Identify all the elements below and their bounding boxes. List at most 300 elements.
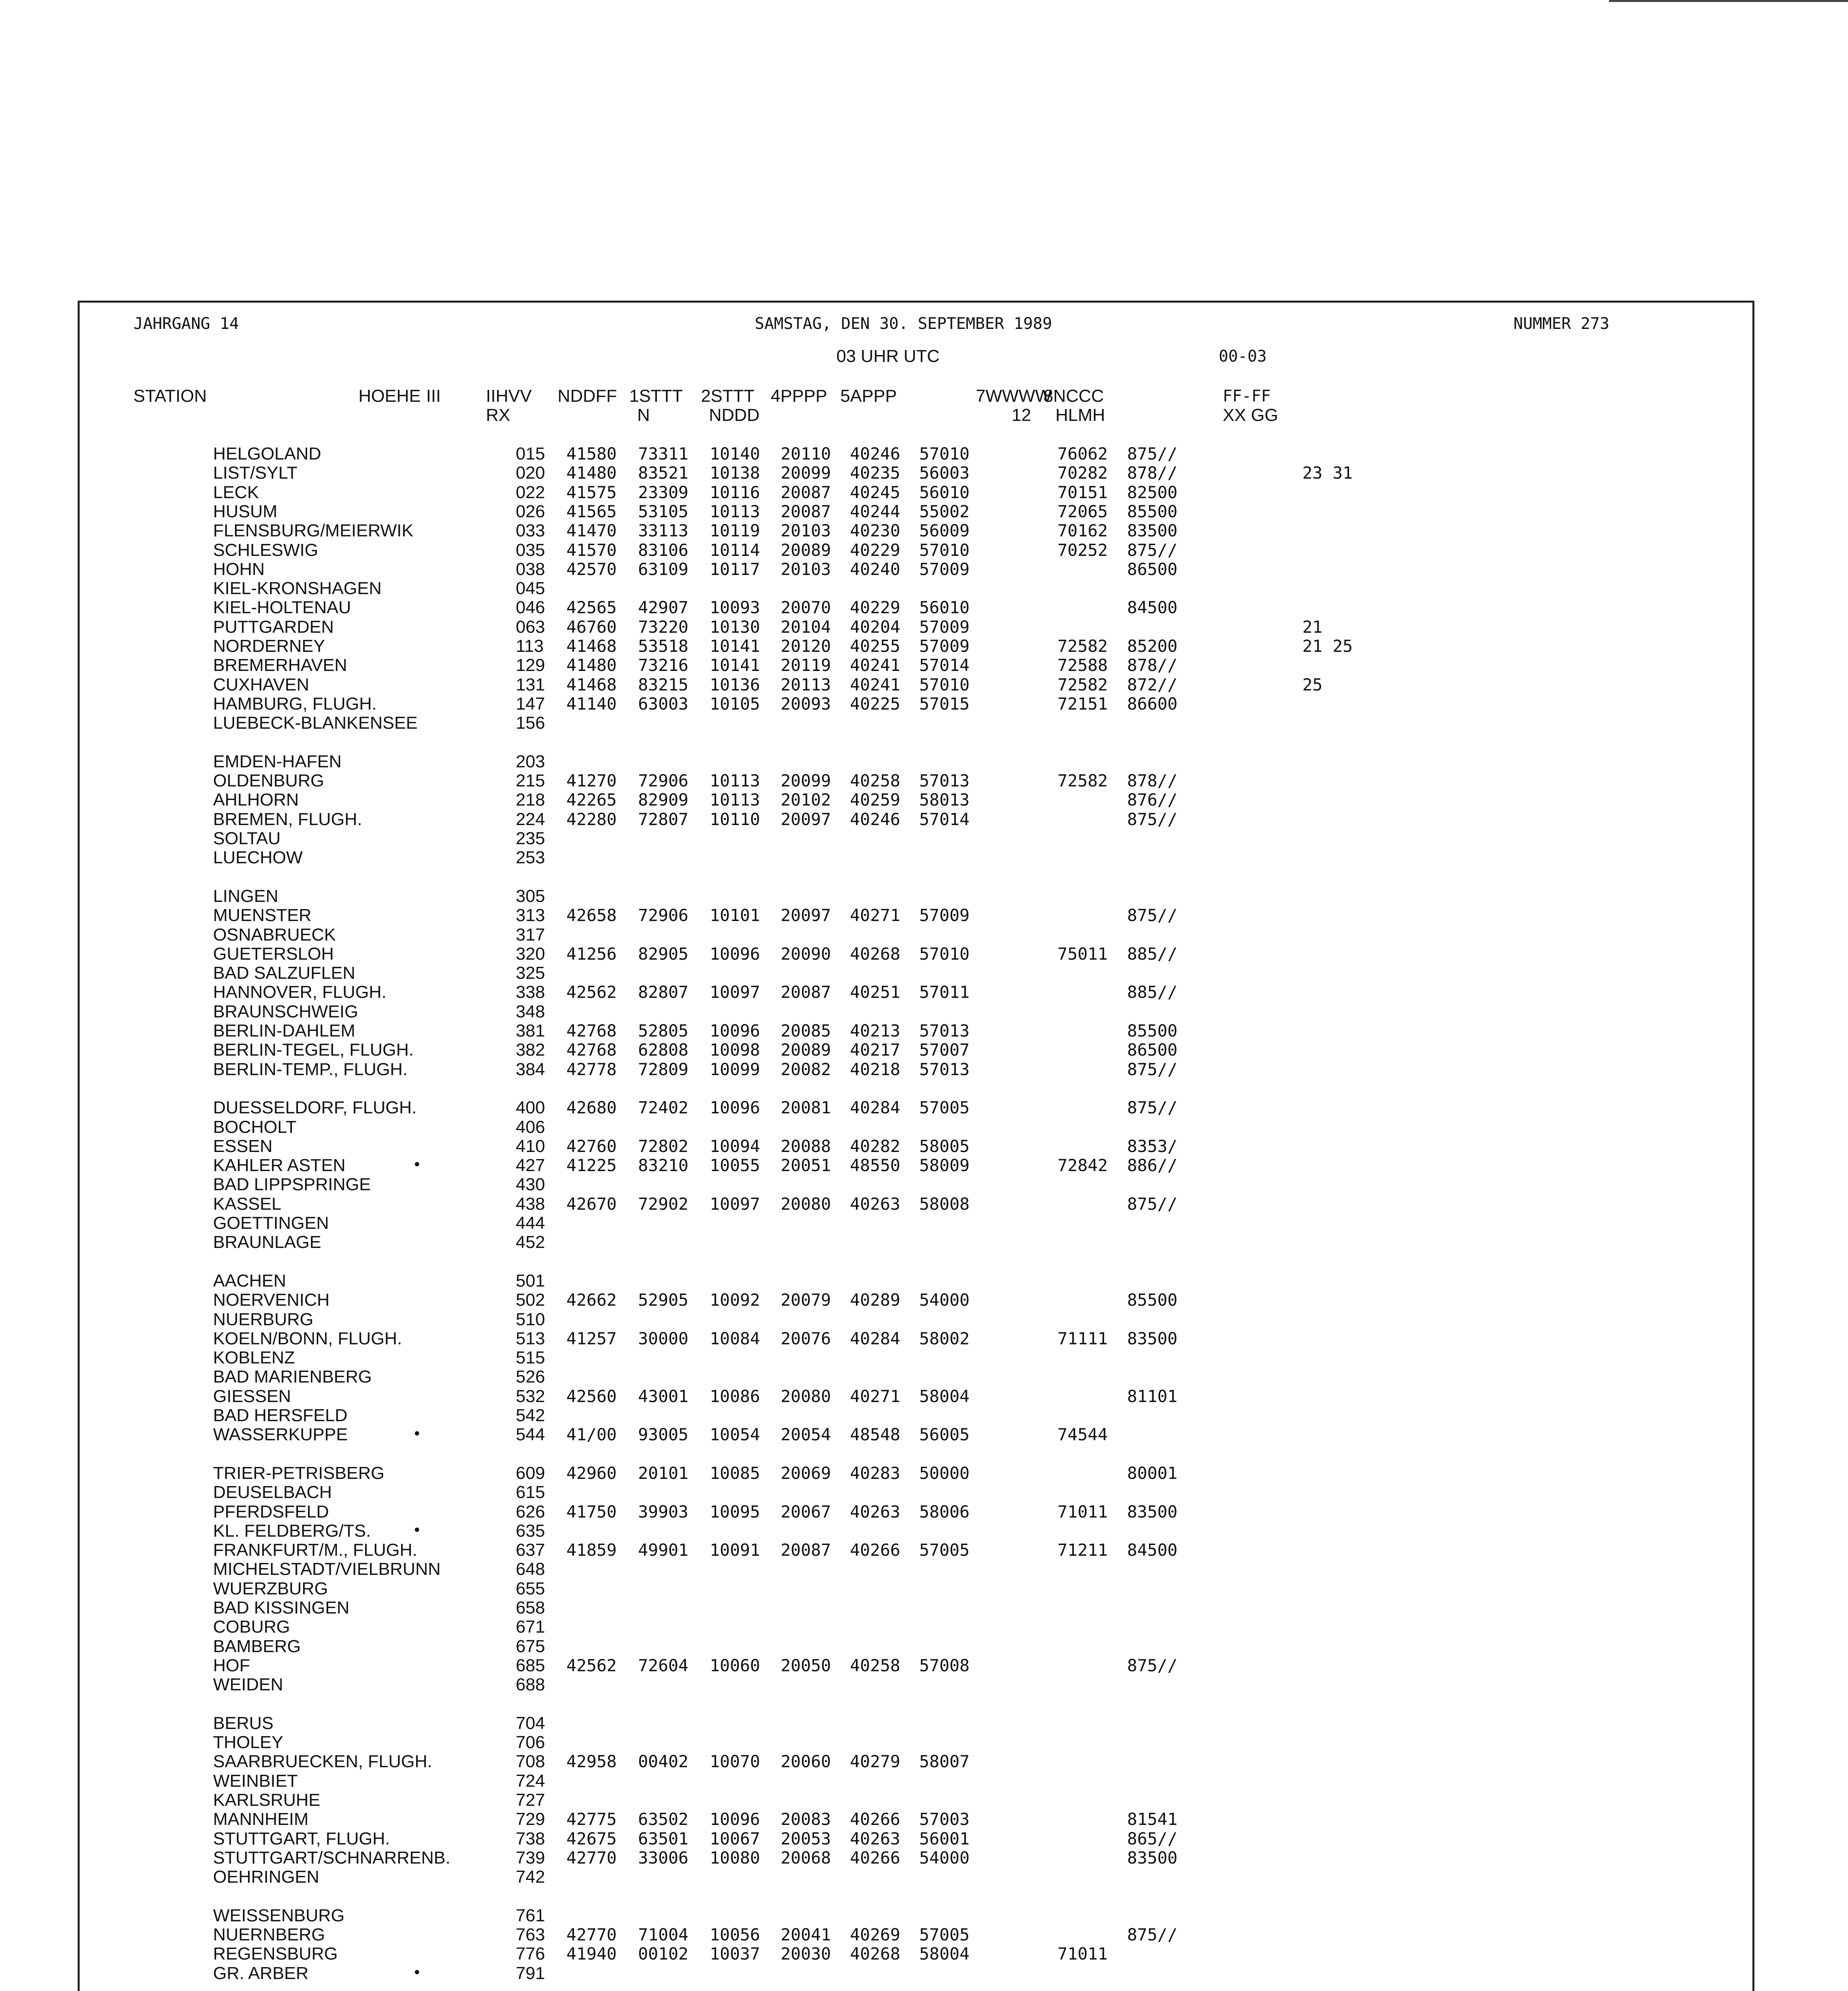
obs-value: 72809	[638, 1059, 689, 1079]
obs-value: 49901	[638, 1540, 689, 1560]
obs-value: 10093	[710, 598, 760, 618]
obs-value: 63502	[638, 1809, 689, 1829]
obs-value: 10141	[710, 636, 760, 656]
station-id: 708	[516, 1752, 545, 1772]
obs-value: 42565	[566, 598, 617, 618]
obs-value: 46760	[566, 617, 617, 637]
obs-value: 20087	[781, 501, 831, 521]
station-id: 129	[516, 655, 545, 675]
obs-value: 57005	[919, 1540, 970, 1560]
obs-value: 54000	[919, 1290, 970, 1310]
station-id: 526	[516, 1367, 545, 1387]
obs-value: 40258	[850, 771, 901, 791]
station-id: 438	[516, 1194, 545, 1214]
obs-value: 57013	[919, 1059, 970, 1079]
obs-value: 63109	[638, 559, 689, 579]
obs-value: 57007	[919, 1040, 970, 1060]
station-name: KAHLER ASTEN	[213, 1156, 346, 1175]
station-name: HELGOLAND	[213, 444, 321, 464]
station-id: 724	[516, 1771, 545, 1791]
obs-value: 40241	[850, 675, 901, 694]
obs-value: 42770	[566, 1925, 617, 1945]
obs-value: 82500	[1127, 482, 1178, 502]
station-name: BREMEN, FLUGH.	[213, 809, 362, 829]
obs-value: 10113	[710, 771, 760, 791]
obs-value: 80001	[1127, 1463, 1178, 1483]
obs-value: 41480	[566, 463, 617, 483]
obs-value: 82905	[638, 944, 689, 964]
obs-value: 20082	[781, 1059, 831, 1079]
obs-value: 40240	[850, 559, 901, 579]
station-id: 317	[516, 925, 545, 945]
station-name: DUESSELDORF, FLUGH.	[213, 1098, 417, 1118]
station-id: 510	[516, 1309, 545, 1329]
station-id: 022	[516, 482, 545, 502]
station-id: 046	[516, 598, 545, 618]
station-id: 026	[516, 501, 545, 521]
obs-value: 71011	[1057, 1944, 1108, 1964]
obs-value: 40284	[850, 1098, 901, 1118]
station-name: BAD KISSINGEN	[213, 1598, 350, 1617]
obs-value: 41/00	[566, 1425, 617, 1445]
obs-value: 75011	[1057, 944, 1108, 964]
station-id: 685	[516, 1655, 545, 1675]
col-8nccc: 8NCCC	[1043, 386, 1104, 406]
obs-value: 10097	[710, 1194, 760, 1214]
station-name: NUERNBERG	[213, 1925, 325, 1945]
obs-value: 875//	[1127, 1059, 1178, 1079]
obs-value: 85200	[1127, 636, 1178, 656]
station-id: 609	[516, 1463, 545, 1483]
station-id: 637	[516, 1540, 545, 1560]
obs-value: 42570	[566, 559, 617, 579]
obs-value: 76062	[1057, 444, 1108, 464]
obs-value: 20088	[781, 1136, 831, 1156]
obs-value: 30000	[638, 1328, 689, 1348]
obs-value: 20097	[781, 809, 831, 829]
obs-value: 83500	[1127, 1328, 1178, 1348]
station-name: CUXHAVEN	[213, 675, 309, 694]
obs-value: 20120	[781, 636, 831, 656]
obs-value: 73216	[638, 655, 689, 675]
station-name: MANNHEIM	[213, 1809, 309, 1829]
obs-value: 58006	[919, 1502, 970, 1522]
station-id: 626	[516, 1502, 545, 1522]
station-id: 215	[516, 771, 545, 791]
station-name: KOBLENZ	[213, 1348, 295, 1368]
station-name: LUEBECK-BLANKENSEE	[213, 713, 418, 733]
station-name: TRIER-PETRISBERG	[213, 1463, 385, 1483]
obs-value: 40263	[850, 1829, 901, 1848]
obs-value: 73311	[638, 444, 689, 464]
station-name: MICHELSTADT/VIELBRUNN	[213, 1559, 441, 1579]
obs-value: 41140	[566, 694, 617, 714]
obs-value: 72582	[1057, 636, 1108, 656]
station-name: SCHLESWIG	[213, 540, 319, 560]
station-id: 325	[516, 963, 545, 983]
obs-value: 42960	[566, 1463, 617, 1483]
obs-value: 20101	[638, 1463, 689, 1483]
obs-value: 72842	[1057, 1156, 1108, 1175]
obs-value: 20090	[781, 944, 831, 964]
station-id: 658	[516, 1598, 545, 1617]
obs-value: 20079	[781, 1290, 831, 1310]
station-id: 224	[516, 809, 545, 829]
obs-value: 82909	[638, 790, 689, 810]
obs-value: 10114	[710, 540, 760, 560]
obs-value: 10085	[710, 1463, 760, 1483]
obs-value: 10140	[710, 444, 760, 464]
station-id: 655	[516, 1578, 545, 1598]
obs-value: 40266	[850, 1540, 901, 1560]
col-ihvv: IIHVV	[486, 386, 532, 406]
obs-value: 40204	[850, 617, 901, 637]
obs-value: 72906	[638, 906, 689, 925]
obs-value: 85500	[1127, 1021, 1178, 1040]
station-name: REGENSBURG	[213, 1944, 338, 1964]
obs-value: 40269	[850, 1925, 901, 1945]
obs-value: 72402	[638, 1098, 689, 1118]
obs-value: 00402	[638, 1752, 689, 1772]
obs-value: 43001	[638, 1386, 689, 1406]
station-name: AHLHORN	[213, 790, 299, 810]
station-name: OSNABRUECK	[213, 925, 336, 945]
obs-value: 40245	[850, 482, 901, 502]
station-id: 739	[516, 1848, 545, 1868]
obs-value: 53518	[638, 636, 689, 656]
obs-value: 10080	[710, 1848, 760, 1868]
station-id: 532	[516, 1386, 545, 1406]
obs-value: 20081	[781, 1098, 831, 1118]
station-name: HANNOVER, FLUGH.	[213, 982, 387, 1002]
obs-value: 58004	[919, 1944, 970, 1964]
station-id: 305	[516, 886, 545, 906]
obs-value: 57008	[919, 1655, 970, 1675]
station-id: 045	[516, 579, 545, 598]
obs-value: 20080	[781, 1386, 831, 1406]
station-name: LINGEN	[213, 886, 278, 906]
obs-value: 40268	[850, 944, 901, 964]
obs-value: 58009	[919, 1156, 970, 1175]
obs-value: 72582	[1057, 771, 1108, 791]
obs-value: 57010	[919, 675, 970, 694]
station-name: LUECHOW	[213, 848, 303, 868]
station-name: HOF	[213, 1655, 250, 1675]
station-id: 452	[516, 1232, 545, 1252]
col-ff: FF-FF	[1223, 387, 1271, 405]
obs-value: 86500	[1127, 559, 1178, 579]
obs-value: 40268	[850, 1944, 901, 1964]
obs-value: 20087	[781, 482, 831, 502]
obs-value: 20069	[781, 1463, 831, 1483]
station-id: 156	[516, 713, 545, 733]
obs-value: 25	[1302, 675, 1323, 694]
obs-value: 20104	[781, 617, 831, 637]
obs-value: 40235	[850, 463, 901, 483]
obs-value: 20030	[781, 1944, 831, 1964]
obs-value: 82807	[638, 982, 689, 1002]
station-id: 313	[516, 906, 545, 925]
obs-value: 63501	[638, 1829, 689, 1848]
obs-value: 20119	[781, 655, 831, 675]
obs-value: 57011	[919, 982, 970, 1002]
station-id: 253	[516, 848, 545, 868]
obs-value: 20097	[781, 906, 831, 925]
obs-value: 10055	[710, 1156, 760, 1175]
obs-value: 56001	[919, 1829, 970, 1848]
obs-value: 57009	[919, 906, 970, 925]
mountain-marker: •	[414, 1425, 420, 1443]
station-id: 615	[516, 1482, 545, 1502]
obs-value: 10101	[710, 906, 760, 925]
obs-value: 58007	[919, 1752, 970, 1772]
obs-value: 40263	[850, 1502, 901, 1522]
obs-value: 71111	[1057, 1328, 1108, 1348]
obs-value: 10119	[710, 521, 760, 541]
obs-value: 42670	[566, 1194, 617, 1214]
station-id: 742	[516, 1867, 545, 1887]
obs-value: 41859	[566, 1540, 617, 1560]
obs-value: 875//	[1127, 1098, 1178, 1118]
obs-value: 20083	[781, 1809, 831, 1829]
obs-value: 875//	[1127, 906, 1178, 925]
obs-value: 23 31	[1302, 463, 1353, 483]
obs-value: 10092	[710, 1290, 760, 1310]
mountain-marker: •	[414, 1963, 420, 1981]
station-id: 738	[516, 1829, 545, 1848]
station-name: KIEL-KRONSHAGEN	[213, 579, 382, 598]
obs-value: 872//	[1127, 675, 1178, 694]
station-id: 791	[516, 1963, 545, 1983]
station-id: 020	[516, 463, 545, 483]
col-iii: III	[426, 386, 441, 406]
obs-value: 41470	[566, 521, 617, 541]
obs-value: 83210	[638, 1156, 689, 1175]
obs-value: 42562	[566, 982, 617, 1002]
obs-value: 52805	[638, 1021, 689, 1040]
obs-value: 20070	[781, 598, 831, 618]
obs-value: 70151	[1057, 482, 1108, 502]
station-name: BERLIN-TEGEL, FLUGH.	[213, 1040, 414, 1060]
obs-value: 40271	[850, 1386, 901, 1406]
obs-value: 41256	[566, 944, 617, 964]
station-id: 501	[516, 1271, 545, 1291]
station-id: 113	[516, 636, 544, 656]
obs-value: 83521	[638, 463, 689, 483]
obs-value: 20068	[781, 1848, 831, 1868]
obs-value: 71011	[1057, 1502, 1108, 1522]
obs-value: 72902	[638, 1194, 689, 1214]
obs-value: 10084	[710, 1328, 760, 1348]
obs-value: 58008	[919, 1194, 970, 1214]
station-id: 218	[516, 790, 545, 810]
obs-value: 10096	[710, 1098, 760, 1118]
obs-value: 42770	[566, 1848, 617, 1868]
obs-value: 10095	[710, 1502, 760, 1522]
obs-value: 42560	[566, 1386, 617, 1406]
obs-value: 40246	[850, 809, 901, 829]
obs-value: 56010	[919, 482, 970, 502]
obs-value: 57009	[919, 617, 970, 637]
station-name: HOHN	[213, 559, 265, 579]
obs-value: 40225	[850, 694, 901, 714]
station-name: LECK	[213, 482, 259, 502]
obs-value: 875//	[1127, 1925, 1178, 1945]
obs-value: 41750	[566, 1502, 617, 1522]
obs-value: 83215	[638, 675, 689, 694]
obs-value: 56009	[919, 521, 970, 541]
obs-value: 57005	[919, 1098, 970, 1118]
obs-value: 41225	[566, 1156, 617, 1175]
obs-value: 48550	[850, 1156, 901, 1175]
obs-value: 10097	[710, 982, 760, 1002]
obs-value: 40258	[850, 1655, 901, 1675]
col-rx: RX	[486, 405, 511, 425]
obs-value: 40266	[850, 1848, 901, 1868]
station-id: 015	[516, 444, 545, 464]
obs-value: 72582	[1057, 675, 1108, 694]
obs-value: 40289	[850, 1290, 901, 1310]
station-id: 410	[516, 1136, 545, 1156]
station-id: 382	[516, 1040, 545, 1060]
period-label: 00-03	[1219, 347, 1267, 366]
obs-value: 40217	[850, 1040, 901, 1060]
obs-value: 10099	[710, 1059, 760, 1079]
obs-value: 52905	[638, 1290, 689, 1310]
col-nddff: NDDFF	[558, 386, 617, 406]
station-name: GUETERSLOH	[213, 944, 334, 964]
obs-value: 42662	[566, 1290, 617, 1310]
obs-value: 10091	[710, 1540, 760, 1560]
obs-value: 10141	[710, 655, 760, 675]
station-name: GIESSEN	[213, 1386, 291, 1406]
obs-value: 81541	[1127, 1809, 1178, 1829]
obs-value: 885//	[1127, 944, 1178, 964]
obs-value: 73220	[638, 617, 689, 637]
obs-value: 42562	[566, 1655, 617, 1675]
obs-value: 40279	[850, 1752, 901, 1772]
col-nddd: NDDD	[709, 405, 760, 425]
obs-value: 72807	[638, 809, 689, 829]
obs-value: 10130	[710, 617, 760, 637]
obs-value: 33006	[638, 1848, 689, 1868]
station-id: 038	[516, 559, 545, 579]
station-name: HAMBURG, FLUGH.	[213, 694, 377, 714]
obs-value: 00102	[638, 1944, 689, 1964]
obs-value: 10096	[710, 944, 760, 964]
obs-value: 39903	[638, 1502, 689, 1522]
col-hlmh: HLMH	[1055, 405, 1105, 425]
col-5appp: 5APPP	[840, 386, 897, 406]
obs-value: 40241	[850, 655, 901, 675]
station-name: PUTTGARDEN	[213, 617, 334, 637]
obs-value: 886//	[1127, 1156, 1178, 1175]
obs-value: 41257	[566, 1328, 617, 1348]
obs-value: 57015	[919, 694, 970, 714]
obs-value: 10060	[710, 1655, 760, 1675]
col-hoehe: HOEHE	[358, 386, 421, 406]
col-4pppp: 4PPPP	[771, 386, 827, 406]
obs-value: 42778	[566, 1059, 617, 1079]
obs-value: 57009	[919, 559, 970, 579]
station-id: 338	[516, 982, 545, 1002]
station-id: 706	[516, 1733, 545, 1752]
station-name: BAD MARIENBERG	[213, 1367, 372, 1387]
obs-value: 41270	[566, 771, 617, 791]
obs-value: 10110	[710, 809, 760, 829]
obs-value: 10136	[710, 675, 760, 694]
obs-value: 57010	[919, 444, 970, 464]
obs-value: 10067	[710, 1829, 760, 1848]
station-name: BAD SALZUFLEN	[213, 963, 355, 983]
station-name: BAD LIPPSPRINGE	[213, 1175, 371, 1195]
obs-value: 40230	[850, 521, 901, 541]
station-name: WEINBIET	[213, 1771, 298, 1791]
obs-value: 20051	[781, 1156, 831, 1175]
station-id: 063	[516, 617, 545, 637]
obs-value: 58013	[919, 790, 970, 810]
obs-value: 42280	[566, 809, 617, 829]
station-name: AACHEN	[213, 1271, 286, 1291]
station-name: STUTTGART, FLUGH.	[213, 1829, 390, 1848]
station-id: 235	[516, 829, 545, 848]
obs-value: 42658	[566, 906, 617, 925]
obs-value: 62808	[638, 1040, 689, 1060]
obs-value: 40255	[850, 636, 901, 656]
station-name: KASSEL	[213, 1194, 282, 1214]
obs-value: 63003	[638, 694, 689, 714]
obs-value: 20103	[781, 521, 831, 541]
obs-value: 83500	[1127, 1848, 1178, 1868]
obs-value: 40213	[850, 1021, 901, 1040]
obs-value: 56010	[919, 598, 970, 618]
station-id: 131	[516, 675, 545, 694]
station-name: THOLEY	[213, 1733, 284, 1752]
col-xxgg: XX GG	[1223, 405, 1278, 425]
volume-label: JAHRGANG 14	[133, 315, 239, 333]
station-id: 348	[516, 1001, 545, 1021]
col-2sttt: 2STTT	[701, 386, 755, 406]
obs-value: 86600	[1127, 694, 1178, 714]
obs-value: 20054	[781, 1425, 831, 1445]
obs-value: 58004	[919, 1386, 970, 1406]
obs-value: 10094	[710, 1136, 760, 1156]
obs-value: 74544	[1057, 1425, 1108, 1445]
station-id: 427	[516, 1156, 545, 1175]
obs-value: 40284	[850, 1328, 901, 1348]
obs-value: 20093	[781, 694, 831, 714]
station-name: WEIDEN	[213, 1675, 283, 1695]
station-id: 203	[516, 751, 545, 771]
station-name: SAARBRUECKEN, FLUGH.	[213, 1752, 433, 1772]
time-label: 03 UHR UTC	[836, 346, 940, 366]
col-1sttt: 1STTT	[629, 386, 683, 406]
station-id: 761	[516, 1905, 545, 1925]
obs-value: 55002	[919, 501, 970, 521]
obs-value: 10138	[710, 463, 760, 483]
obs-value: 41468	[566, 636, 617, 656]
station-name: OEHRINGEN	[213, 1867, 319, 1887]
station-id: 035	[516, 540, 545, 560]
obs-value: 42907	[638, 598, 689, 618]
station-name: EMDEN-HAFEN	[213, 751, 342, 771]
obs-value: 10116	[710, 482, 760, 502]
obs-value: 42265	[566, 790, 617, 810]
obs-value: 83500	[1127, 1502, 1178, 1522]
obs-value: 57010	[919, 540, 970, 560]
obs-value: 20067	[781, 1502, 831, 1522]
obs-value: 40266	[850, 1809, 901, 1829]
